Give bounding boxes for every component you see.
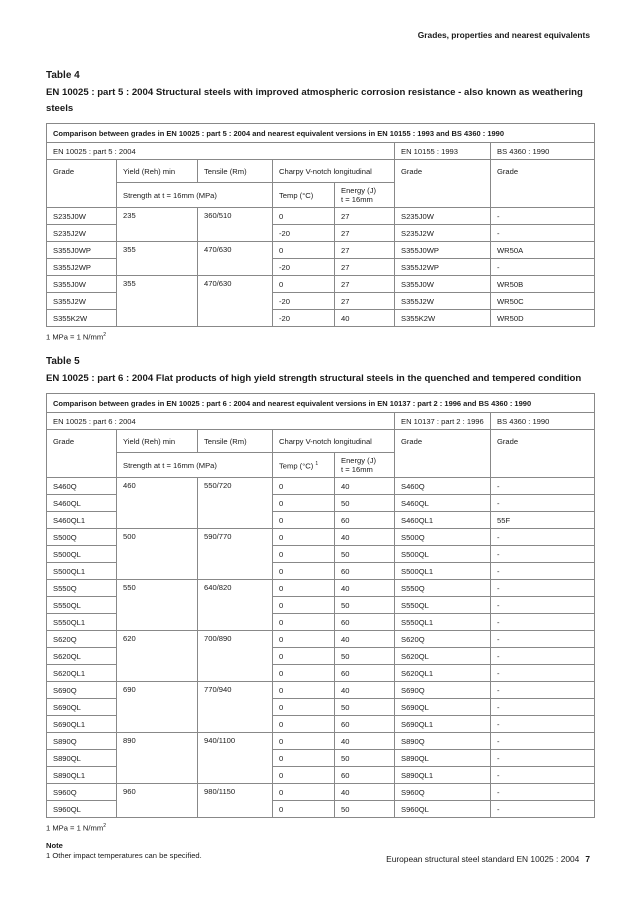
temp-cell: 0 xyxy=(273,699,335,716)
temp-cell: 0 xyxy=(273,682,335,699)
bs-grade-cell: - xyxy=(491,648,595,665)
equivalent-grade-cell: S460Q xyxy=(395,478,491,495)
bs-grade-cell: - xyxy=(491,784,595,801)
table5-col-yield: Yield (Reh) min xyxy=(117,430,198,453)
page-footer xyxy=(386,854,590,864)
bs-grade-cell: WR50A xyxy=(491,242,595,259)
bs-grade-cell: - xyxy=(491,225,595,242)
equivalent-grade-cell: S890Q xyxy=(395,733,491,750)
temp-cell: 0 xyxy=(273,242,335,259)
grade-cell: S460QL xyxy=(47,495,117,512)
temp-cell: -20 xyxy=(273,259,335,276)
energy-cell: 40 xyxy=(335,733,395,750)
bs-grade-cell: - xyxy=(491,733,595,750)
temp-cell: 0 xyxy=(273,276,335,293)
table5-comparison: Comparison between grades in EN 10025 : part 6 : 2004 and nearest equivalent versions in EN 10137 : part 2 : 1996 and BS 4360 : 1990 xyxy=(47,394,595,413)
table4-sub-temp: Temp (°C) xyxy=(273,183,335,208)
equivalent-grade-cell: S690QL xyxy=(395,699,491,716)
grade-cell: S690Q xyxy=(47,682,117,699)
equivalent-grade-cell: S550Q xyxy=(395,580,491,597)
energy-cell: 40 xyxy=(335,580,395,597)
bs-grade-cell: - xyxy=(491,750,595,767)
grade-cell: S460QL1 xyxy=(47,512,117,529)
grade-cell: S890Q xyxy=(47,733,117,750)
equivalent-grade-cell: S355J2W xyxy=(395,293,491,310)
temp-cell: 0 xyxy=(273,529,335,546)
equivalent-grade-cell: S550QL1 xyxy=(395,614,491,631)
temp-cell: 0 xyxy=(273,750,335,767)
energy-cell: 40 xyxy=(335,631,395,648)
table5-std-eq2: BS 4360 : 1990 xyxy=(491,413,595,430)
equivalent-grade-cell: S500QL1 xyxy=(395,563,491,580)
temp-cell: 0 xyxy=(273,784,335,801)
table5-col-tensile: Tensile (Rm) xyxy=(198,430,273,453)
yield-cell: 550 xyxy=(117,580,198,631)
grade-cell: S235J0W xyxy=(47,208,117,225)
bs-grade-cell: WR50C xyxy=(491,293,595,310)
table5-body xyxy=(47,478,595,818)
equivalent-grade-cell: S620Q xyxy=(395,631,491,648)
table4-col-grade: Grade xyxy=(47,160,117,183)
bs-grade-cell: - xyxy=(491,259,595,276)
temp-cell: 0 xyxy=(273,767,335,784)
tensile-cell: 770/940 xyxy=(198,682,273,733)
temp-cell: 0 xyxy=(273,580,335,597)
energy-cell: 40 xyxy=(335,310,395,327)
table4-body xyxy=(47,208,595,327)
grade-cell: S235J2W xyxy=(47,225,117,242)
table-row xyxy=(47,682,595,699)
bs-grade-cell: - xyxy=(491,478,595,495)
energy-cell: 27 xyxy=(335,208,395,225)
temp-cell: 0 xyxy=(273,631,335,648)
table5 xyxy=(46,393,595,818)
table5-head xyxy=(47,394,595,478)
energy-cell: 50 xyxy=(335,801,395,818)
table4-std-eq1: EN 10155 : 1993 xyxy=(395,143,491,160)
tensile-cell: 550/720 xyxy=(198,478,273,529)
table4-col-tensile: Tensile (Rm) xyxy=(198,160,273,183)
bs-grade-cell: - xyxy=(491,563,595,580)
table4 xyxy=(46,123,595,327)
table4-std-eq2: BS 4360 : 1990 xyxy=(491,143,595,160)
equivalent-grade-cell: S460QL xyxy=(395,495,491,512)
table4-section xyxy=(46,70,594,342)
yield-cell: 460 xyxy=(117,478,198,529)
bs-grade-cell: - xyxy=(491,529,595,546)
grade-cell: S500QL xyxy=(47,546,117,563)
bs-grade-cell: WR50D xyxy=(491,310,595,327)
table4-head xyxy=(47,124,595,208)
table4-unit-note: 1 MPa = 1 $N/mm^2$ xyxy=(46,332,106,342)
grade-cell: S690QL xyxy=(47,699,117,716)
grade-cell: S550Q xyxy=(47,580,117,597)
table-row xyxy=(47,784,595,801)
bs-grade-cell: - xyxy=(491,546,595,563)
grade-cell: S355J2W xyxy=(47,293,117,310)
temp-cell: 0 xyxy=(273,614,335,631)
bs-grade-cell: - xyxy=(491,614,595,631)
table5-col-eq1: Grade xyxy=(395,430,491,453)
equivalent-grade-cell: S550QL xyxy=(395,597,491,614)
grade-cell: S960Q xyxy=(47,784,117,801)
grade-cell: S620QL xyxy=(47,648,117,665)
energy-cell: 27 xyxy=(335,225,395,242)
equivalent-grade-cell: S460QL1 xyxy=(395,512,491,529)
table4-col-eq1: Grade xyxy=(395,160,491,183)
temp-cell: 0 xyxy=(273,512,335,529)
table5-std-eq1: EN 10137 : part 2 : 1996 xyxy=(395,413,491,430)
grade-cell: S500QL1 xyxy=(47,563,117,580)
equivalent-grade-cell: S235J2W xyxy=(395,225,491,242)
temp-cell: -20 xyxy=(273,293,335,310)
table5-unit-note: 1 MPa = 1 $N/mm^2$ xyxy=(46,823,106,833)
bs-grade-cell: - xyxy=(491,495,595,512)
table-row xyxy=(47,733,595,750)
grade-cell: S620QL1 xyxy=(47,665,117,682)
bs-grade-cell: - xyxy=(491,682,595,699)
yield-cell: 960 xyxy=(117,784,198,818)
table5-col-grade: Grade xyxy=(47,430,117,453)
page-header: Grades, properties and nearest equivalents xyxy=(417,30,590,40)
table4-title: EN 10025 : part 5 : 2004 Structural steels with improved atmospheric corrosion resistance - also known as weathering steels xyxy=(46,87,583,114)
bs-grade-cell: - xyxy=(491,208,595,225)
temp-cell: 0 xyxy=(273,648,335,665)
energy-cell: 40 xyxy=(335,529,395,546)
yield-cell: 235 xyxy=(117,208,198,242)
equivalent-grade-cell: S620QL1 xyxy=(395,665,491,682)
yield-cell: 355 xyxy=(117,242,198,276)
energy-cell: 60 xyxy=(335,614,395,631)
tensile-cell: 640/820 xyxy=(198,580,273,631)
temp-cell: 0 xyxy=(273,733,335,750)
yield-cell: 500 xyxy=(117,529,198,580)
equivalent-grade-cell: S620QL xyxy=(395,648,491,665)
table4-comparison: Comparison between grades in EN 10025 : part 5 : 2004 and nearest equivalent versions in EN 10155 : 1993 and BS 4360 : 1990 xyxy=(47,124,595,143)
temp-cell: 0 xyxy=(273,597,335,614)
table4-col-eq2: Grade xyxy=(491,160,595,183)
temp-cell: 0 xyxy=(273,665,335,682)
grade-cell: S890QL xyxy=(47,750,117,767)
tensile-cell: 980/1150 xyxy=(198,784,273,818)
equivalent-grade-cell: S890QL xyxy=(395,750,491,767)
page-number: 7 xyxy=(585,854,590,864)
temp-cell: 0 xyxy=(273,208,335,225)
energy-cell: 60 xyxy=(335,767,395,784)
grade-cell: S355J0W xyxy=(47,276,117,293)
temp-cell: 0 xyxy=(273,546,335,563)
equivalent-grade-cell: S355K2W xyxy=(395,310,491,327)
equivalent-grade-cell: S355J0WP xyxy=(395,242,491,259)
energy-cell: 27 xyxy=(335,242,395,259)
tensile-cell: 940/1100 xyxy=(198,733,273,784)
table5-title: EN 10025 : part 6 : 2004 Flat products of high yield strength structural steels in the quenched and tempered condition xyxy=(46,373,582,384)
yield-cell: 890 xyxy=(117,733,198,784)
temp-cell: 0 xyxy=(273,478,335,495)
bs-grade-cell: - xyxy=(491,716,595,733)
energy-cell: 60 xyxy=(335,716,395,733)
table4-col-charpy: Charpy V-notch longitudinal xyxy=(273,160,395,183)
temp-cell: -20 xyxy=(273,225,335,242)
energy-cell: 50 xyxy=(335,699,395,716)
table5-sub-strength: Strength at t = 16mm (MPa) xyxy=(117,453,273,478)
equivalent-grade-cell: S890QL1 xyxy=(395,767,491,784)
yield-cell: 355 xyxy=(117,276,198,327)
equivalent-grade-cell: S500Q xyxy=(395,529,491,546)
table-row xyxy=(47,242,595,259)
grade-cell: S355J2WP xyxy=(47,259,117,276)
table5-section xyxy=(46,356,594,860)
table-row xyxy=(47,529,595,546)
table-row xyxy=(47,208,595,225)
grade-cell: S960QL xyxy=(47,801,117,818)
grade-cell: S550QL1 xyxy=(47,614,117,631)
energy-cell: 50 xyxy=(335,597,395,614)
equivalent-grade-cell: S500QL xyxy=(395,546,491,563)
bs-grade-cell: - xyxy=(491,631,595,648)
grade-cell: S355J0WP xyxy=(47,242,117,259)
temp-cell: 0 xyxy=(273,495,335,512)
energy-cell: 50 xyxy=(335,648,395,665)
temp-cell: 0 xyxy=(273,801,335,818)
bs-grade-cell: - xyxy=(491,699,595,716)
table4-col-yield: Yield (Reh) min xyxy=(117,160,198,183)
energy-cell: 60 xyxy=(335,563,395,580)
table5-col-eq2: Grade xyxy=(491,430,595,453)
grade-cell: S890QL1 xyxy=(47,767,117,784)
tensile-cell: 470/630 xyxy=(198,242,273,276)
yield-cell: 690 xyxy=(117,682,198,733)
table5-label: Table 5 xyxy=(46,356,80,367)
bs-grade-cell: - xyxy=(491,665,595,682)
energy-cell: 50 xyxy=(335,495,395,512)
table5-note-1: 1 Other impact temperatures can be specified. xyxy=(46,850,202,860)
temp-cell: 0 xyxy=(273,563,335,580)
grade-cell: S550QL xyxy=(47,597,117,614)
table-row xyxy=(47,478,595,495)
energy-cell: 27 xyxy=(335,276,395,293)
table5-note-title: Note xyxy=(46,840,63,850)
table-row xyxy=(47,580,595,597)
energy-cell: 60 xyxy=(335,665,395,682)
table5-sub-energy: Energy (J) t = 16mm xyxy=(335,453,395,478)
energy-cell: 40 xyxy=(335,682,395,699)
bs-grade-cell: WR50B xyxy=(491,276,595,293)
table-row xyxy=(47,276,595,293)
table5-col-charpy: Charpy V-notch longitudinal xyxy=(273,430,395,453)
tensile-cell: 700/890 xyxy=(198,631,273,682)
footer-text: European structural steel standard EN 10025 : 2004 xyxy=(386,854,580,864)
tensile-cell: 360/510 xyxy=(198,208,273,242)
table5-sub-temp: Temp (°C) $^1$ xyxy=(273,453,335,478)
energy-cell: 27 xyxy=(335,293,395,310)
energy-cell: 40 xyxy=(335,784,395,801)
energy-cell: 27 xyxy=(335,259,395,276)
energy-cell: 40 xyxy=(335,478,395,495)
bs-grade-cell: - xyxy=(491,767,595,784)
equivalent-grade-cell: S355J2WP xyxy=(395,259,491,276)
bs-grade-cell: 55F xyxy=(491,512,595,529)
grade-cell: S620Q xyxy=(47,631,117,648)
grade-cell: S500Q xyxy=(47,529,117,546)
temp-cell: -20 xyxy=(273,310,335,327)
table4-sub-strength: Strength at t = 16mm (MPa) xyxy=(117,183,273,208)
equivalent-grade-cell: S960QL xyxy=(395,801,491,818)
equivalent-grade-cell: S960Q xyxy=(395,784,491,801)
temp-cell: 0 xyxy=(273,716,335,733)
grade-cell: S460Q xyxy=(47,478,117,495)
equivalent-grade-cell: S355J0W xyxy=(395,276,491,293)
bs-grade-cell: - xyxy=(491,580,595,597)
grade-cell: S690QL1 xyxy=(47,716,117,733)
table4-sub-energy: Energy (J) t = 16mm xyxy=(335,183,395,208)
table4-std-main: EN 10025 : part 5 : 2004 xyxy=(47,143,395,160)
bs-grade-cell: - xyxy=(491,801,595,818)
energy-cell: 50 xyxy=(335,546,395,563)
table5-std-main: EN 10025 : part 6 : 2004 xyxy=(47,413,395,430)
equivalent-grade-cell: S690Q xyxy=(395,682,491,699)
tensile-cell: 470/630 xyxy=(198,276,273,327)
energy-cell: 60 xyxy=(335,512,395,529)
table4-label: Table 4 xyxy=(46,70,80,81)
yield-cell: 620 xyxy=(117,631,198,682)
grade-cell: S355K2W xyxy=(47,310,117,327)
equivalent-grade-cell: S235J0W xyxy=(395,208,491,225)
tensile-cell: 590/770 xyxy=(198,529,273,580)
equivalent-grade-cell: S690QL1 xyxy=(395,716,491,733)
table-row xyxy=(47,631,595,648)
bs-grade-cell: - xyxy=(491,597,595,614)
energy-cell: 50 xyxy=(335,750,395,767)
